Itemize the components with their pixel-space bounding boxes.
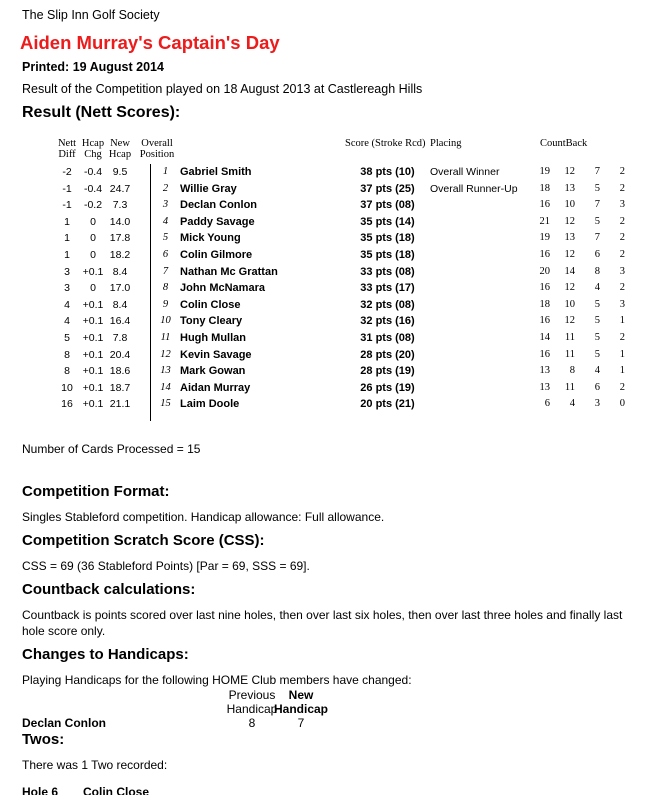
hcap-chg-value: +0.1 xyxy=(82,348,104,361)
countback-value: 2 xyxy=(619,215,625,227)
countback-value: 5 xyxy=(594,331,600,343)
countback-value: 19 xyxy=(539,232,550,244)
score-value: 35 pts (14) xyxy=(360,215,415,228)
overall-position-value: 14 xyxy=(150,380,180,397)
result-row xyxy=(54,164,661,181)
countback-value: 13 xyxy=(539,365,550,377)
countback-value: 2 xyxy=(619,166,625,177)
nett-diff-value: 16 xyxy=(61,398,73,411)
countback-value: 16 xyxy=(539,248,550,260)
overall-position-value: 9 xyxy=(150,297,180,314)
nett-diff-header: Nett Diff xyxy=(57,138,77,160)
new-handicap-value: 7 xyxy=(297,715,305,730)
countback-value: 2 xyxy=(619,331,625,343)
overall-position-value: 12 xyxy=(150,347,180,364)
hcap-chg-value: -0.4 xyxy=(83,166,103,178)
countback-value: 2 xyxy=(619,232,625,244)
placing-value xyxy=(430,347,525,364)
new-hcap-value: 18.7 xyxy=(109,381,131,394)
spacer xyxy=(134,230,150,247)
overall-position-value: 3 xyxy=(150,197,180,214)
twos-heading: Twos: xyxy=(22,730,65,748)
countback-value: 3 xyxy=(619,265,625,277)
countback-value: 4 xyxy=(594,282,600,294)
new-hcap-value: 14.0 xyxy=(109,215,131,228)
new-hcap-value: 8.4 xyxy=(112,265,128,278)
score-value: 37 pts (08) xyxy=(360,199,415,212)
countback-value: 13 xyxy=(564,182,575,194)
countback-value: 16 xyxy=(539,348,550,360)
hcap-chg-header: Hcap Chg xyxy=(81,138,105,160)
result-row xyxy=(54,396,661,413)
countback-header: CountBack xyxy=(540,138,588,149)
placing-value xyxy=(430,396,525,413)
hcap-chg-value: 0 xyxy=(90,248,96,261)
nett-diff-value: 4 xyxy=(64,298,70,311)
countback-value: 5 xyxy=(594,315,600,327)
cards-processed-text: Number of Cards Processed = 15 xyxy=(22,441,201,456)
countback-value: 13 xyxy=(539,381,550,393)
countback-value: 16 xyxy=(539,199,550,211)
result-row xyxy=(54,347,661,364)
spacer xyxy=(134,164,150,181)
result-row xyxy=(54,181,661,198)
placing-value xyxy=(430,363,525,380)
results-section-title: Result (Nett Scores): xyxy=(22,104,181,121)
scratch-score-heading: Competition Scratch Score (CSS): xyxy=(22,531,265,549)
new-hcap-value: 7.3 xyxy=(112,199,128,212)
handicap-changes-table xyxy=(22,688,661,730)
score-value: 33 pts (17) xyxy=(360,282,415,295)
placing-value xyxy=(430,380,525,397)
new-handicap-header: New Handicap xyxy=(273,687,328,716)
new-hcap-value: 18.2 xyxy=(109,248,131,261)
placing-value xyxy=(430,264,525,281)
nett-diff-value: 4 xyxy=(64,315,70,328)
result-row xyxy=(54,230,661,247)
new-hcap-value: 24.7 xyxy=(109,182,131,195)
countback-value: 11 xyxy=(564,331,575,343)
nett-diff-value: 1 xyxy=(64,215,70,228)
player-name: Hugh Mullan xyxy=(180,331,246,344)
spacer xyxy=(134,181,150,198)
nett-diff-value: 5 xyxy=(64,331,70,344)
result-row xyxy=(54,330,661,347)
countback-value: 12 xyxy=(564,282,575,294)
result-row xyxy=(54,313,661,330)
countback-value: 19 xyxy=(539,166,550,177)
countback-value: 12 xyxy=(564,166,575,177)
countback-value: 1 xyxy=(619,315,625,327)
player-name: Aidan Murray xyxy=(180,381,251,394)
nett-diff-value: 3 xyxy=(64,282,70,295)
placing-value xyxy=(430,197,525,214)
countback-value: 16 xyxy=(539,282,550,294)
countback-value: 2 xyxy=(619,381,625,393)
countback-value: 12 xyxy=(564,248,575,260)
player-name: Nathan Mc Grattan xyxy=(180,265,278,278)
hcap-chg-value: 0 xyxy=(90,232,96,245)
spacer xyxy=(134,313,150,330)
hcap-chg-value: +0.1 xyxy=(82,331,104,344)
nett-diff-value: 8 xyxy=(64,348,70,361)
overall-position-value: 1 xyxy=(150,164,180,181)
twos-body: There was 1 Two recorded: xyxy=(22,757,168,772)
scratch-score-body: CSS = 69 (36 Stableford Points) [Par = 69, SSS = 69]. xyxy=(22,558,310,573)
countback-value: 21 xyxy=(539,215,550,227)
nett-diff-value: -2 xyxy=(62,166,72,178)
hcap-chg-value: -0.2 xyxy=(83,199,103,212)
overall-position-value: 5 xyxy=(150,230,180,247)
competition-title: Aiden Murray's Captain's Day xyxy=(20,32,280,53)
placing-value xyxy=(430,280,525,297)
countback-value: 2 xyxy=(619,182,625,194)
printed-date: Printed: 19 August 2014 xyxy=(22,60,164,74)
countback-value: 0 xyxy=(619,398,625,410)
hole-label: Hole 6 xyxy=(22,784,59,795)
spacer xyxy=(134,297,150,314)
countback-value: 7 xyxy=(594,166,600,177)
player-name-header xyxy=(180,138,345,160)
overall-position-value: 4 xyxy=(150,214,180,231)
placing-value xyxy=(430,330,525,347)
member-name: Declan Conlon xyxy=(22,715,107,730)
overall-position-value: 11 xyxy=(150,330,180,347)
placing-value: Overall Runner-Up xyxy=(430,182,518,195)
society-name: The Slip Inn Golf Society xyxy=(22,8,160,22)
spacer xyxy=(134,280,150,297)
countback-value: 10 xyxy=(564,298,575,310)
score-value: 33 pts (08) xyxy=(360,265,415,278)
countback-value: 13 xyxy=(564,232,575,244)
score-value: 31 pts (08) xyxy=(360,331,415,344)
hcap-chg-value: +0.1 xyxy=(82,398,104,411)
score-value: 38 pts (10) xyxy=(360,166,415,178)
countback-value: 6 xyxy=(594,248,600,260)
nett-diff-value: 8 xyxy=(64,365,70,378)
player-name: Kevin Savage xyxy=(180,348,252,361)
countback-value: 3 xyxy=(594,398,600,410)
overall-position-value: 10 xyxy=(150,313,180,330)
score-header: Score (Stroke Rcd) xyxy=(345,138,426,149)
countback-value: 7 xyxy=(594,199,600,211)
score-value: 20 pts (21) xyxy=(360,398,415,411)
countback-value: 2 xyxy=(619,248,625,260)
score-value: 28 pts (20) xyxy=(360,348,415,361)
countback-value: 5 xyxy=(594,215,600,227)
new-hcap-value: 21.1 xyxy=(109,398,131,411)
player-name: Willie Gray xyxy=(180,182,237,195)
result-row xyxy=(54,214,661,231)
results-table-body xyxy=(54,164,661,413)
spacer xyxy=(134,247,150,264)
new-hcap-value: 17.8 xyxy=(109,232,131,245)
competition-format-heading: Competition Format: xyxy=(22,482,170,500)
overall-position-value: 7 xyxy=(150,264,180,281)
previous-handicap-header: Previous Handicap xyxy=(226,687,278,716)
placing-value xyxy=(430,313,525,330)
handicap-changes-body: Playing Handicaps for the following HOME Club members have changed: xyxy=(22,672,412,687)
new-hcap-value: 17.0 xyxy=(109,282,131,295)
hcap-chg-value: +0.1 xyxy=(82,298,104,311)
placing-value xyxy=(430,247,525,264)
spacer xyxy=(134,197,150,214)
countback-value: 12 xyxy=(564,315,575,327)
spacer xyxy=(134,330,150,347)
placing-value xyxy=(430,297,525,314)
spacer xyxy=(134,396,150,413)
nett-diff-value: 3 xyxy=(64,265,70,278)
spacer xyxy=(134,363,150,380)
overall-position-header: Overall Position xyxy=(139,138,175,160)
nett-diff-value: -1 xyxy=(62,199,72,212)
countback-value: 1 xyxy=(619,365,625,377)
new-hcap-value: 16.4 xyxy=(109,315,131,328)
result-row xyxy=(54,197,661,214)
hcap-chg-value: +0.1 xyxy=(82,315,104,328)
countback-value: 4 xyxy=(569,398,575,410)
countback-value: 7 xyxy=(594,232,600,244)
placing-value xyxy=(430,214,525,231)
placing-value xyxy=(430,230,525,247)
new-hcap-value: 7.8 xyxy=(112,331,128,344)
countback-value: 18 xyxy=(539,298,550,310)
overall-position-value: 6 xyxy=(150,247,180,264)
player-name: Colin Close xyxy=(180,298,241,311)
overall-position-value: 8 xyxy=(150,280,180,297)
player-name: Tony Cleary xyxy=(180,315,243,328)
two-record-row xyxy=(22,785,661,795)
player-name: John McNamara xyxy=(180,282,265,295)
player-name: Declan Conlon xyxy=(180,199,258,212)
countback-value: 16 xyxy=(539,315,550,327)
handicap-change-row xyxy=(22,716,661,730)
score-value: 32 pts (08) xyxy=(360,298,415,311)
result-row xyxy=(54,280,661,297)
overall-position-value: 2 xyxy=(150,181,180,198)
countback-value: 14 xyxy=(539,331,550,343)
nett-diff-value: -1 xyxy=(62,182,72,195)
player-name: Mark Gowan xyxy=(180,365,246,378)
competition-description: Result of the Competition played on 18 August 2013 at Castlereagh Hills xyxy=(22,82,423,96)
spacer xyxy=(134,264,150,281)
handicap-changes-heading: Changes to Handicaps: xyxy=(22,645,189,663)
countback-value: 8 xyxy=(569,365,575,377)
hcap-chg-value: +0.1 xyxy=(82,265,104,278)
new-hcap-header: New Hcap xyxy=(108,138,132,160)
results-table-header xyxy=(54,138,661,160)
spacer xyxy=(134,380,150,397)
countback-value: 14 xyxy=(564,265,575,277)
countback-calculations-heading: Countback calculations: xyxy=(22,580,196,598)
competition-format-body: Singles Stableford competition. Handicap allowance: Full allowance. xyxy=(22,509,385,524)
countback-value: 12 xyxy=(564,215,575,227)
countback-value: 1 xyxy=(619,348,625,360)
hcap-chg-value: -0.4 xyxy=(83,182,103,195)
previous-handicap-value: 8 xyxy=(248,715,256,730)
player-name: Colin Gilmore xyxy=(180,248,253,261)
overall-position-value: 13 xyxy=(150,363,180,380)
result-row xyxy=(54,247,661,264)
score-value: 32 pts (16) xyxy=(360,315,415,328)
spacer xyxy=(134,347,150,364)
countback-value: 3 xyxy=(619,298,625,310)
countback-value: 4 xyxy=(594,365,600,377)
player-name: Gabriel Smith xyxy=(180,166,252,178)
countback-value: 20 xyxy=(539,265,550,277)
countback-value: 11 xyxy=(564,381,575,393)
overall-position-value: 15 xyxy=(150,396,180,413)
countback-value: 18 xyxy=(539,182,550,194)
countback-value: 11 xyxy=(564,348,575,360)
table-divider-line xyxy=(150,413,151,421)
score-value: 35 pts (18) xyxy=(360,232,415,245)
results-table xyxy=(54,138,661,421)
new-hcap-value: 20.4 xyxy=(109,348,131,361)
nett-diff-value: 1 xyxy=(64,248,70,261)
hcap-chg-value: +0.1 xyxy=(82,365,104,378)
nett-diff-value: 1 xyxy=(64,232,70,245)
nett-diff-value: 10 xyxy=(61,381,73,394)
player-name: Mick Young xyxy=(180,232,241,245)
countback-calculations-body: Countback is points scored over last nine holes, then over last six holes, then over last three holes and finally last hole score only. xyxy=(22,607,623,638)
player-name: Laim Doole xyxy=(180,398,240,411)
two-player-name: Colin Close xyxy=(83,784,150,795)
countback-value: 6 xyxy=(594,381,600,393)
countback-value: 10 xyxy=(564,199,575,211)
result-row xyxy=(54,363,661,380)
new-hcap-value: 9.5 xyxy=(112,166,128,178)
countback-value: 5 xyxy=(594,298,600,310)
hcap-chg-value: +0.1 xyxy=(82,381,104,394)
player-name: Paddy Savage xyxy=(180,215,255,228)
result-row xyxy=(54,264,661,281)
countback-value: 5 xyxy=(594,348,600,360)
score-value: 37 pts (25) xyxy=(360,182,415,195)
placing-value: Overall Winner xyxy=(430,166,500,178)
result-row xyxy=(54,380,661,397)
countback-value: 8 xyxy=(594,265,600,277)
placing-header: Placing xyxy=(430,138,462,149)
score-value: 28 pts (19) xyxy=(360,365,415,378)
new-hcap-value: 18.6 xyxy=(109,365,131,378)
countback-value: 5 xyxy=(594,182,600,194)
hcap-chg-value: 0 xyxy=(90,282,96,295)
handicap-table-header xyxy=(22,688,661,716)
countback-value: 2 xyxy=(619,282,625,294)
new-hcap-value: 8.4 xyxy=(112,298,128,311)
score-value: 35 pts (18) xyxy=(360,248,415,261)
countback-value: 3 xyxy=(619,199,625,211)
member-name-header xyxy=(22,688,212,716)
score-value: 26 pts (19) xyxy=(360,381,415,394)
countback-value: 6 xyxy=(544,398,550,410)
hcap-chg-value: 0 xyxy=(90,215,96,228)
spacer xyxy=(134,214,150,231)
result-row xyxy=(54,297,661,314)
